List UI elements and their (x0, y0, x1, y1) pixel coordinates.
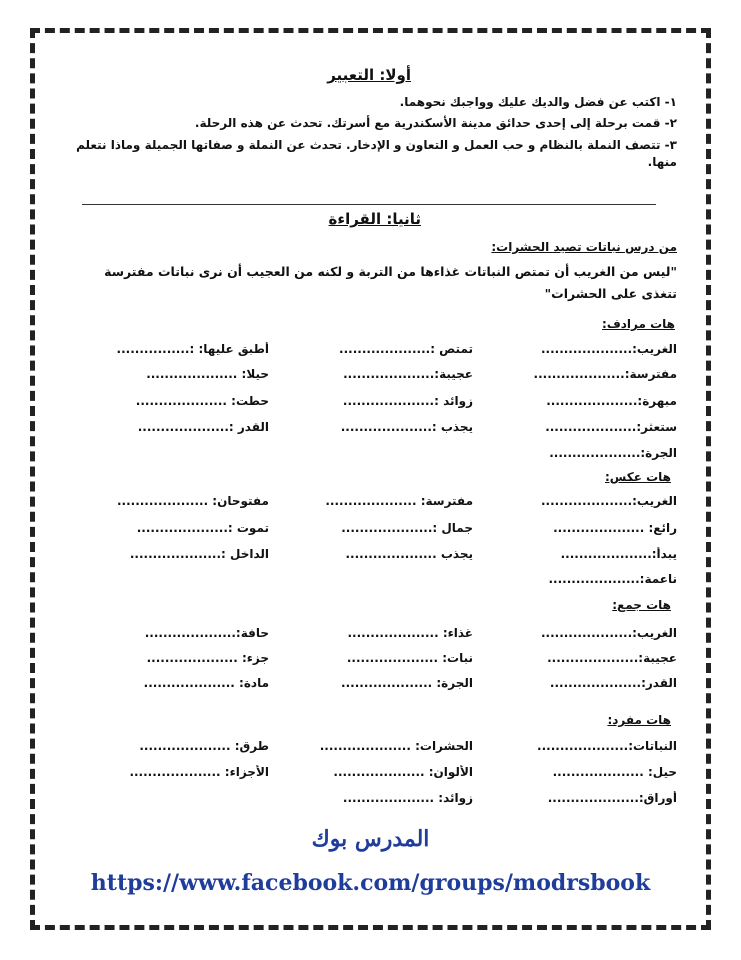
antonyms-row (65, 490, 677, 512)
synonym-item: الغريب:.................... (540, 342, 677, 356)
antonyms-row (65, 517, 677, 539)
synonym-item: ستعثر:.................... (545, 420, 677, 434)
antonym-item: رائع: .................... (553, 521, 677, 535)
plural-item: الغريب:.................... (540, 626, 677, 640)
singular-item: الألوان: .................... (333, 765, 473, 779)
plural-item: جزء: .................... (146, 651, 269, 665)
question-1: ١- اكتب عن فضل والديك عليك وواجبك نحوهما. (399, 95, 677, 109)
plural-item: عجيبة:.................... (547, 651, 677, 665)
plurals-row (65, 647, 677, 669)
antonym-item: جمال :.................... (341, 521, 473, 535)
antonym-item: يبدأ:.................... (560, 547, 677, 561)
synonym-item: مفترسة:.................... (533, 367, 677, 381)
plural-item: الجرة: .................... (341, 676, 473, 690)
lesson-label: من درس نباتات تصيد الحشرات: (491, 240, 677, 254)
singular-item: طرق: .................... (139, 739, 269, 753)
singular-item: الحشرات: .................... (319, 739, 473, 753)
synonyms-row (65, 442, 677, 464)
plurals-heading: هات جمع: (612, 598, 671, 612)
synonym-item: حطت: .................... (135, 394, 269, 408)
section-title-reading: ثانيا: القراءة (328, 210, 421, 228)
synonym-item: يجذب :.................... (340, 420, 473, 434)
antonyms-row (65, 543, 677, 565)
antonym-item: الداخل :.................... (129, 547, 269, 561)
singular-item: حيل: .................... (552, 765, 677, 779)
antonym-item: مفتوحان: .................... (116, 494, 269, 508)
antonym-item: ناعمة:.................... (548, 572, 677, 586)
synonym-item: القدر :.................... (137, 420, 269, 434)
synonym-item: الجرة:.................... (549, 446, 677, 460)
synonyms-row (65, 416, 677, 438)
plural-item: نبات: .................... (346, 651, 473, 665)
antonym-item: تموت :.................... (136, 521, 269, 535)
reading-passage: "ليس من الغريب أن تمتص النباتات غذاءها من التربة و لكنه من العجيب أن نرى نباتات مفترسة تتغذى على الحشرات" (104, 264, 677, 301)
singular-item: الأجزاء: .................... (129, 765, 269, 779)
singulars-row (65, 787, 677, 809)
plural-item: غذاء: .................... (347, 626, 473, 640)
synonyms-row (65, 363, 677, 385)
synonyms-heading: هات مرادف: (602, 317, 675, 331)
section-title-expression: أولا: التعبير (327, 66, 411, 84)
antonym-item: الغريب:.................... (540, 494, 677, 508)
synonym-item: تمتص :.................... (339, 342, 473, 356)
brand-name: المدرس بوك (311, 826, 430, 852)
synonym-item: زوائد :.................... (342, 394, 473, 408)
facebook-group-link[interactable]: https://www.facebook.com/groups/modrsbook (90, 870, 651, 896)
singulars-row (65, 735, 677, 757)
synonym-item: عجيبة:.................... (343, 367, 473, 381)
synonym-item: مبهرة:.................... (546, 394, 677, 408)
synonym-item: أطبق عليها: :................ (116, 342, 269, 356)
question-2: ٢- قمت برحلة إلى إحدى حدائق مدينة الأسكندرية مع أسرتك. تحدث عن هذه الرحلة. (194, 116, 677, 130)
question-3: ٣- تتصف النملة بالنظام و حب العمل و التعاون و الإدخار. تحدث عن النملة و صفاتها الجميلة وماذا نتعلم منها. (76, 138, 677, 169)
plural-item: حافة:.................... (144, 626, 269, 640)
singular-item: زوائد: .................... (342, 791, 473, 805)
plurals-row (65, 622, 677, 644)
synonyms-row (65, 338, 677, 360)
plurals-row (65, 672, 677, 694)
synonym-item: حيلا: .................... (146, 367, 269, 381)
plural-item: القدر:.................... (549, 676, 677, 690)
singulars-row (65, 761, 677, 783)
antonyms-heading: هات عكس: (605, 470, 671, 484)
divider-line (82, 204, 656, 205)
singulars-heading: هات مفرد: (607, 713, 671, 727)
synonyms-row (65, 390, 677, 412)
antonym-item: مفترسة: .................... (325, 494, 473, 508)
singular-item: النباتات:.................... (537, 739, 677, 753)
antonyms-row (65, 568, 677, 590)
antonym-item: يجذب .................... (345, 547, 473, 561)
plural-item: مادة: .................... (143, 676, 269, 690)
singular-item: أوراق:.................... (547, 791, 677, 805)
